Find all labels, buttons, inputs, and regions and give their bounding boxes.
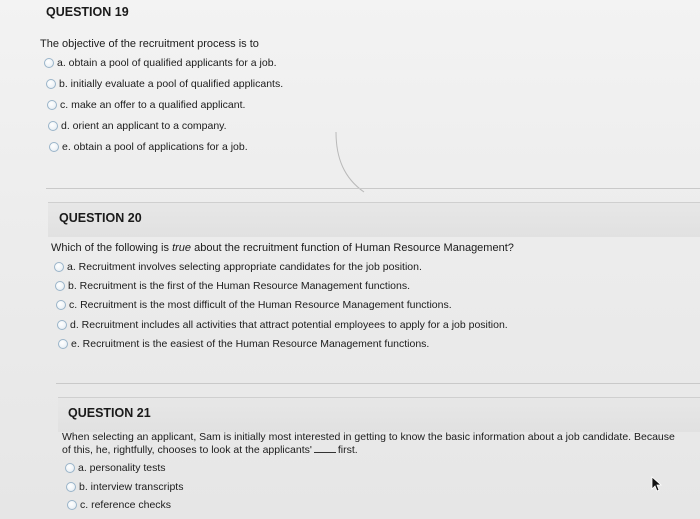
question-divider xyxy=(46,188,700,189)
radio-button-icon[interactable] xyxy=(44,58,54,68)
question-20-prompt-start: Which of the following is xyxy=(51,242,173,254)
radio-button-icon[interactable] xyxy=(47,100,57,110)
q21-option-c[interactable] xyxy=(67,499,171,511)
question-21-prompt xyxy=(62,431,692,456)
q21-option-b-label: b. interview transcripts xyxy=(79,481,184,493)
q20-option-d[interactable] xyxy=(57,319,508,331)
radio-button-icon[interactable] xyxy=(57,320,67,330)
radio-button-icon[interactable] xyxy=(55,281,65,291)
q20-option-a[interactable] xyxy=(54,261,422,273)
q21-option-a[interactable] xyxy=(65,462,166,474)
radio-button-icon[interactable] xyxy=(46,79,56,89)
question-19-header: QUESTION 19 xyxy=(46,5,129,19)
question-20-header-band xyxy=(48,202,700,237)
question-19-prompt: The objective of the recruitment process is to xyxy=(40,38,259,50)
q20-option-e-label: e. Recruitment is the easiest of the Human Resource Management functions. xyxy=(71,338,430,350)
question-20-prompt-end: about the recruitment function of Human Resource Management? xyxy=(191,242,514,254)
q19-option-e-label: e. obtain a pool of applications for a job. xyxy=(62,141,248,153)
q21-option-b[interactable] xyxy=(66,481,183,493)
q20-option-e[interactable] xyxy=(58,338,429,350)
q19-option-c[interactable] xyxy=(47,99,245,111)
radio-button-icon[interactable] xyxy=(67,500,77,510)
question-20-prompt-emphasis: true xyxy=(172,242,192,254)
radio-button-icon[interactable] xyxy=(65,463,75,473)
radio-button-icon[interactable] xyxy=(66,482,76,492)
q21-option-c-label: c. reference checks xyxy=(80,499,172,511)
radio-button-icon[interactable] xyxy=(54,262,64,272)
q19-option-e[interactable] xyxy=(49,141,248,153)
q20-option-c-label: c. Recruitment is the most difficult of the Human Resource Management functions. xyxy=(69,299,452,311)
q19-option-a[interactable] xyxy=(44,57,277,69)
q19-option-c-label: c. make an offer to a qualified applicant. xyxy=(60,99,246,111)
radio-button-icon[interactable] xyxy=(48,121,58,131)
q20-option-d-label: d. Recruitment includes all activities that attract potential employees to apply for a job position. xyxy=(70,319,508,331)
mouse-cursor-icon xyxy=(651,476,663,492)
question-21-header-band xyxy=(58,397,700,432)
q20-option-a-label: a. Recruitment involves selecting appropriate candidates for the job position. xyxy=(67,261,422,273)
fill-in-blank xyxy=(314,443,336,453)
q21-option-a-label: a. personality tests xyxy=(78,462,166,474)
radio-button-icon[interactable] xyxy=(56,300,66,310)
q20-option-c[interactable] xyxy=(56,299,452,311)
q19-option-d-label: d. orient an applicant to a company. xyxy=(61,120,227,132)
question-21-prompt-line-2 xyxy=(62,443,692,456)
radio-button-icon[interactable] xyxy=(49,142,59,152)
question-20-header: QUESTION 20 xyxy=(59,211,142,225)
question-21-prompt-line-1: When selecting an applicant, Sam is initially most interested in getting to know the basic information about a job candidate. Because xyxy=(62,431,675,443)
q19-option-b[interactable] xyxy=(46,78,283,90)
question-21-header: QUESTION 21 xyxy=(68,406,151,420)
q20-option-b[interactable] xyxy=(55,280,410,292)
question-divider xyxy=(56,383,700,384)
q19-option-a-label: a. obtain a pool of qualified applicants for a job. xyxy=(57,57,277,69)
q20-option-b-label: b. Recruitment is the first of the Human Resource Management functions. xyxy=(68,280,410,292)
question-21-prompt-line-2-start: of this, he, rightfully, chooses to look at the applicants' xyxy=(62,444,312,456)
q19-option-b-label: b. initially evaluate a pool of qualified applicants. xyxy=(59,78,284,90)
question-21-prompt-line-2-end: first. xyxy=(337,444,358,456)
question-20-prompt xyxy=(51,242,514,255)
q19-option-d[interactable] xyxy=(48,120,227,132)
radio-button-icon[interactable] xyxy=(58,339,68,349)
